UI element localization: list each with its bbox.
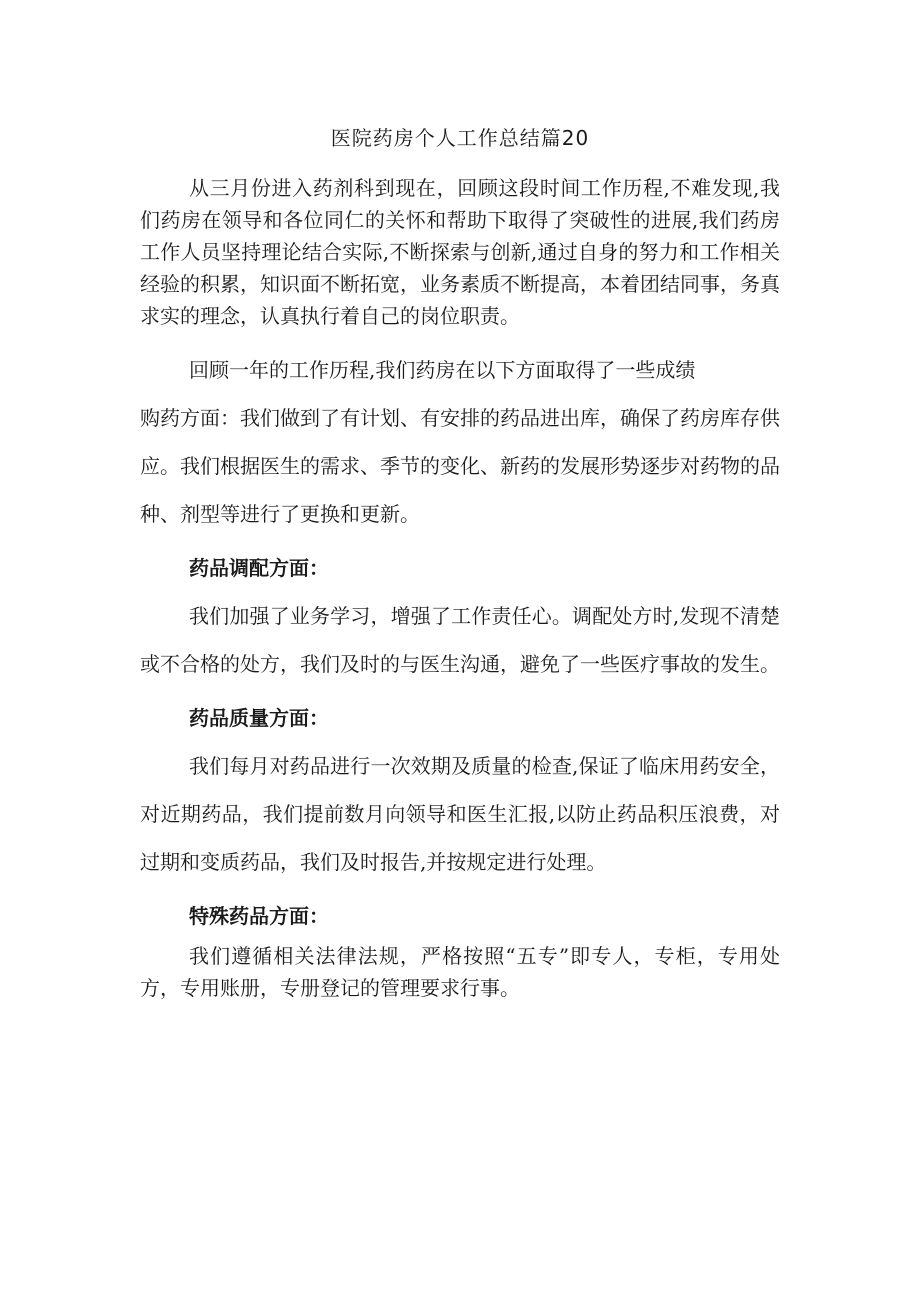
dispensing-heading: 药品调配方面：: [189, 556, 329, 580]
purchase-paragraph: 购药方面：我们做到了有计划、有安排的药品进出库，确保了药房库存供应。我们根据医生的需求、季节的变化、新药的发展形势逐步对药物的品种、剂型等进行了更换和更新。: [140, 406, 780, 526]
quality-heading: 药品质量方面：: [189, 706, 329, 730]
review-paragraph: 回顾一年的工作历程,我们药房在以下方面取得了一些成绩: [189, 358, 696, 382]
document-page: [140, 122, 780, 1004]
dispensing-paragraph: 我们加强了业务学习，增强了工作责任心。调配处方时,发现不清楚或不合格的处方，我们及时的与医生沟通，避免了一些医疗事故的发生。: [140, 604, 780, 676]
special-heading: 特殊药品方面：: [189, 904, 329, 928]
document-title: 医院药房个人工作总结篇20: [330, 126, 590, 150]
intro-paragraph: 从三月份进入药剂科到现在，回顾这段时间工作历程,不难发现,我们药房在领导和各位同仁的关怀和帮助下取得了突破性的进展,我们药房工作人员坚持理论结合实际,不断探索与创新,通过自身的努力和工作相关经验的积累，知识面不断拓宽，业务素质不断提高，本着团结同事，务真求实的理念，认真执行着自己的岗位职责。: [140, 176, 780, 328]
special-paragraph: 我们遵循相关法律法规，严格按照“五专”即专人，专柜，专用处方，专用账册，专册登记的管理要求行事。: [140, 944, 780, 1000]
quality-paragraph: 我们每月对药品进行一次效期及质量的检查,保证了临床用药安全，对近期药品，我们提前数月向领导和医生汇报,以防止药品积压浪费，对过期和变质药品，我们及时报告,并按规定进行处理。: [140, 754, 780, 874]
